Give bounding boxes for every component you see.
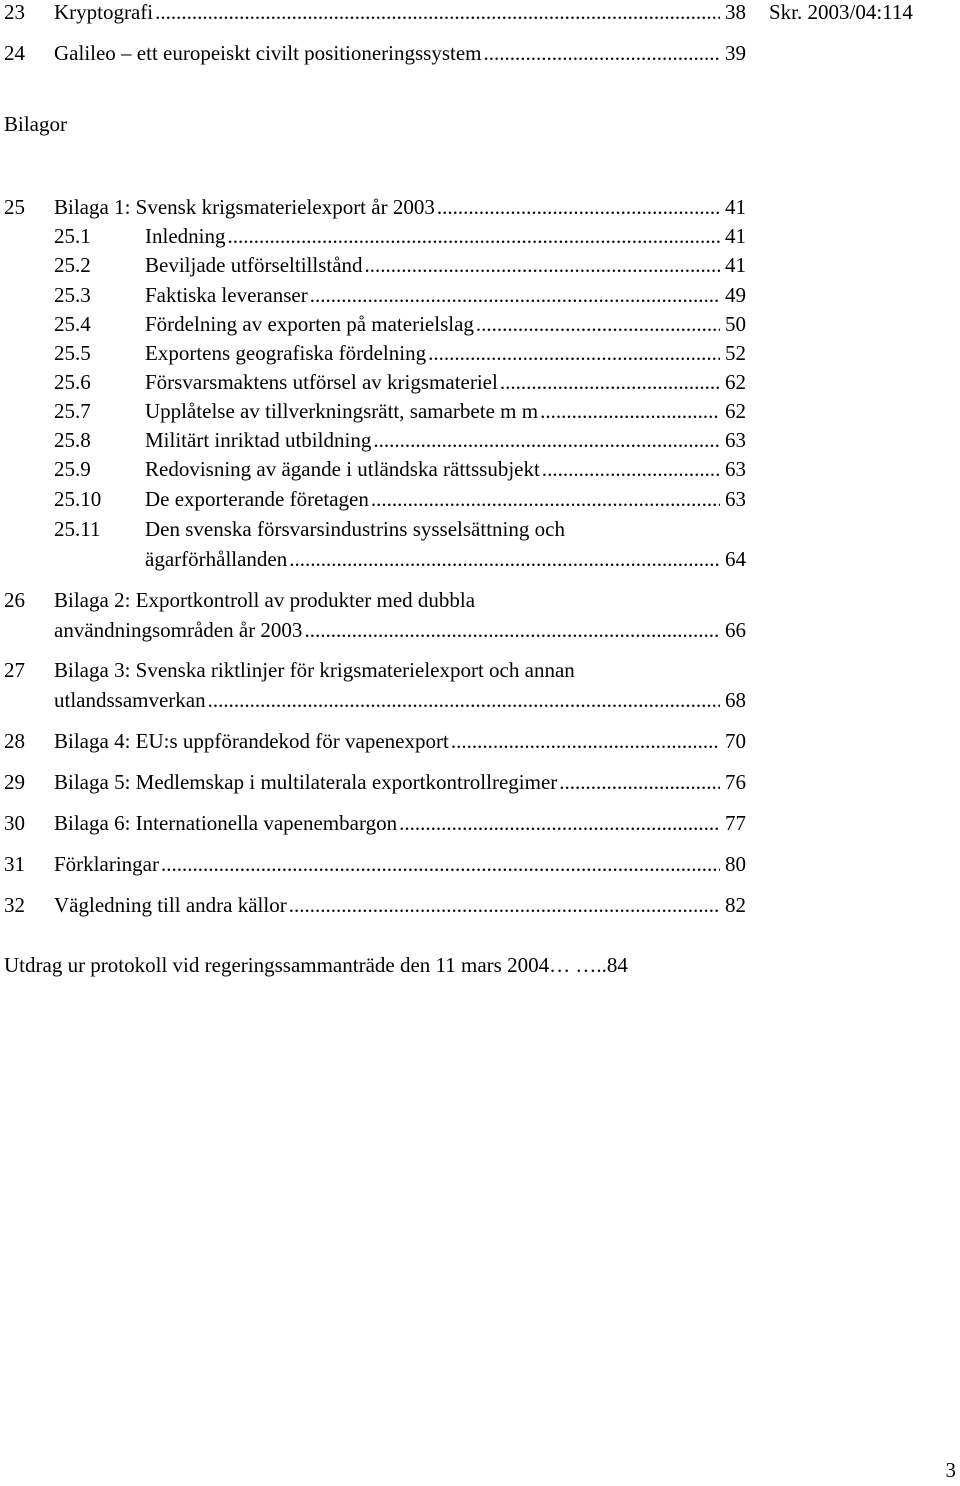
toc-entry-number: 30 (4, 811, 25, 835)
toc-entry-number: 32 (4, 893, 25, 917)
toc-entry-title: Bilaga 6: Internationella vapenembargon (54, 811, 398, 835)
toc-entry-title-continued: utlandssamverkan (54, 688, 206, 712)
toc-entry-number: 27 (4, 658, 25, 682)
dot-leader (484, 38, 720, 68)
toc-entry-title: Inledning (145, 224, 226, 248)
toc-subentry[interactable] (4, 484, 746, 514)
toc-entry-title: Den svenska försvarsindustrins sysselsättning och (145, 517, 565, 541)
toc-entry-number: 25.2 (54, 253, 91, 277)
dot-leader (540, 396, 720, 426)
toc-entry-number: 25.5 (54, 341, 91, 365)
toc-entry-title: Vägledning till andra källor (54, 893, 287, 917)
toc-entry-number: 29 (4, 770, 25, 794)
toc-entry-number: 25.10 (54, 487, 102, 511)
toc-entry[interactable] (4, 655, 746, 715)
toc-entry-number: 25.11 (54, 517, 101, 541)
toc-entry-page: 70 (725, 729, 746, 753)
dot-leader (428, 338, 720, 368)
toc-entry-number: 25.6 (54, 370, 91, 394)
dot-leader (399, 808, 720, 838)
toc-entry-page: 63 (725, 487, 746, 511)
toc-subentry[interactable] (4, 221, 746, 251)
dot-leader (161, 849, 720, 879)
dot-leader (304, 615, 720, 645)
toc-entry-title: Bilaga 5: Medlemskap i multilaterala exportkontrollregimer (54, 770, 558, 794)
toc-entry-number: 28 (4, 729, 25, 753)
dot-leader (451, 726, 720, 756)
toc-entry-title: Bilaga 1: Svensk krigsmaterielexport år 2003 (54, 195, 435, 219)
toc-subentry[interactable] (4, 338, 746, 368)
toc-entry-page: 66 (725, 618, 746, 642)
toc-entry-page: 41 (725, 224, 746, 248)
document-reference: Skr. 2003/04:114 (769, 0, 913, 24)
dot-leader (559, 767, 720, 797)
protocol-excerpt-entry[interactable]: Utdrag ur protokoll vid regeringssammanträde den 11 mars 2004… …..84 (4, 953, 628, 977)
dot-leader (365, 250, 720, 280)
toc-entry-page: 77 (725, 811, 746, 835)
toc-entry-page: 50 (725, 312, 746, 336)
dot-leader (155, 0, 720, 27)
toc-entry-title-continued: ägarförhållanden (145, 547, 288, 571)
toc-entry[interactable] (4, 38, 746, 68)
toc-subentry[interactable] (4, 514, 746, 574)
toc-entry-number: 25.9 (54, 457, 91, 481)
toc-entry[interactable] (4, 192, 746, 222)
toc-entry[interactable] (4, 585, 746, 645)
toc-entry-number: 25.1 (54, 224, 91, 248)
toc-entry[interactable] (4, 808, 746, 838)
toc-entry-title: De exporterande företagen (145, 487, 369, 511)
toc-entry-title: Galileo – ett europeiskt civilt positioneringssystem (54, 41, 482, 65)
toc-entry-page: 39 (725, 41, 746, 65)
toc-entry[interactable] (4, 849, 746, 879)
dot-leader (500, 367, 720, 397)
dot-leader (542, 454, 720, 484)
toc-entry-number: 25 (4, 195, 25, 219)
toc-subentry[interactable] (4, 250, 746, 280)
toc-entry-page: 38 (725, 0, 746, 24)
toc-entry-page: 63 (725, 428, 746, 452)
dot-leader (208, 685, 720, 715)
toc-subentry[interactable] (4, 280, 746, 310)
toc-entry-page: 41 (725, 253, 746, 277)
dot-leader (373, 425, 720, 455)
toc-entry[interactable] (4, 890, 746, 920)
toc-entry-title: Fördelning av exporten på materielslag (145, 312, 474, 336)
toc-entry-number: 26 (4, 588, 25, 612)
page-number: 3 (945, 1458, 956, 1482)
toc-entry-title: Bilaga 2: Exportkontroll av produkter med dubbla (54, 588, 476, 612)
toc-subentry[interactable] (4, 425, 746, 455)
toc-entry-number: 24 (4, 41, 25, 65)
toc-entry-title: Förklaringar (54, 852, 159, 876)
toc-subentry[interactable] (4, 454, 746, 484)
dot-leader (476, 309, 720, 339)
toc-entry-title: Redovisning av ägande i utländska rättssubjekt (145, 457, 540, 481)
toc-subentry[interactable] (4, 396, 746, 426)
toc-entry-number: 25.7 (54, 399, 91, 423)
toc-entry-page: 76 (725, 770, 746, 794)
toc-entry-page: 62 (725, 399, 746, 423)
toc-subentry[interactable] (4, 367, 746, 397)
toc-entry-title: Bilaga 4: EU:s uppförandekod för vapenexport (54, 729, 449, 753)
toc-entry-number: 25.8 (54, 428, 91, 452)
toc-entry[interactable] (4, 0, 746, 27)
toc-entry-page: 80 (725, 852, 746, 876)
toc-entry-title: Upplåtelse av tillverkningsrätt, samarbete m m (145, 399, 539, 423)
toc-entry-title-continued: användningsområden år 2003 (54, 618, 303, 642)
toc-entry-page: 62 (725, 370, 746, 394)
appendix-heading: Bilagor (4, 112, 67, 136)
toc-entry[interactable] (4, 726, 746, 756)
dot-leader (289, 544, 720, 574)
toc-entry-page: 82 (725, 893, 746, 917)
toc-entry-page: 64 (725, 547, 746, 571)
toc-entry-page: 41 (725, 195, 746, 219)
toc-entry-page: 49 (725, 283, 746, 307)
toc-entry-title: Exportens geografiska fördelning (145, 341, 427, 365)
dot-leader (227, 221, 720, 251)
dot-leader (310, 280, 720, 310)
dot-leader (371, 484, 720, 514)
toc-entry-title: Beviljade utförseltillstånd (145, 253, 363, 277)
toc-entry-page: 68 (725, 688, 746, 712)
toc-entry-number: 23 (4, 0, 25, 24)
toc-entry-title: Kryptografi (54, 0, 154, 24)
toc-entry-number: 25.3 (54, 283, 91, 307)
toc-entry-title: Faktiska leveranser (145, 283, 308, 307)
toc-entry-number: 31 (4, 852, 25, 876)
toc-entry[interactable] (4, 767, 746, 797)
dot-leader (437, 192, 720, 222)
toc-entry-page: 63 (725, 457, 746, 481)
toc-entry-number: 25.4 (54, 312, 91, 336)
dot-leader (289, 890, 720, 920)
toc-entry-title: Försvarsmaktens utförsel av krigsmateriel (145, 370, 498, 394)
toc-subentry[interactable] (4, 309, 746, 339)
toc-entry-title: Militärt inriktad utbildning (145, 428, 372, 452)
toc-entry-page: 52 (725, 341, 746, 365)
toc-entry-title: Bilaga 3: Svenska riktlinjer för krigsmaterielexport och annan (54, 658, 575, 682)
